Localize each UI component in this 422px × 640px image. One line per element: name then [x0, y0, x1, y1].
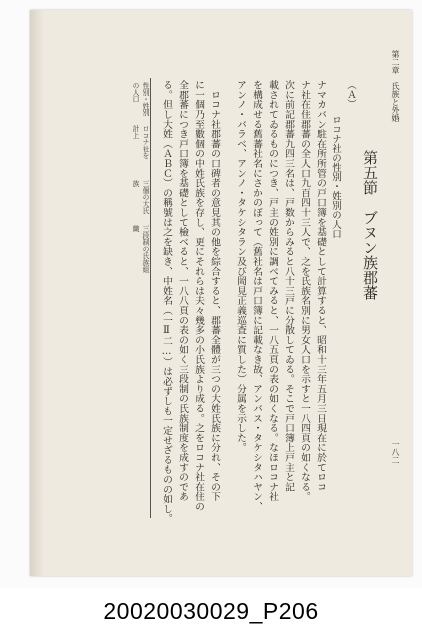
page-gutter-shadow: [30, 10, 44, 576]
subsection-heading: ロコナ社の性別・姓別の人口: [330, 115, 341, 239]
body-line: ナ社在住郡蕃の全人口九百四十三人で、之を氏族名別に男女人口を示すと一八四頁の如くなる。: [299, 80, 310, 502]
body-line: 載されてゐるものにつき、戸主の姓別に調べてみると、一八五頁の表の如くなる。なほロコナ社: [267, 80, 278, 502]
page-number: 一八二: [391, 440, 400, 464]
body-line: を構成せる舊蕃社名にさかのぼって（舊社名は戸口簿に記載なき故、アンバス・タケシタハヤン、: [251, 80, 262, 512]
subsection-label: （Ａ）: [345, 80, 356, 109]
section-title: 第五節 ブヌン族郡蕃: [361, 150, 379, 300]
body-line: 次に前記郡蕃九四三名は、戸数からみると八十三戸に分散してゐる。そこで戸口簿上戸主と記: [283, 80, 294, 492]
body-line: ナマカバン駐在所所管の戸口簿を基礎として計算すると、昭和十三年五月三日現在に於てロコ: [315, 80, 326, 492]
chapter-header: 第二章 氏族と外婚: [391, 50, 400, 122]
body-line: に一個乃至數個の中姓氏族を存し、更にそれらは夫々幾多の小氏族より成る。之をロコナ社在住の: [193, 80, 204, 512]
body-line: 全郡蕃につき戸口簿を基礎として檢べると、一八八頁の表の如く三段制の氏族制度を成すのであ: [177, 80, 188, 502]
image-caption: 20020030029_P206: [103, 598, 319, 624]
margin-note: ロコナ社を計上: [131, 125, 149, 159]
margin-note: 三段制の氏族組織: [131, 225, 149, 273]
body-line: る。但し大姓（ＡＢＣ）の稱號は之を缺き、中姓名（一Ⅱ二…）は必ずしも一定せざるものの如し。: [161, 80, 172, 524]
margin-note: 三個の大氏族: [131, 180, 149, 214]
body-line: アンノ・バラベ、アンノ・タケシタラン及び岡見正義巡査に質した）分属を示した。: [235, 80, 246, 453]
margin-note: 性別・姓別の人口: [131, 82, 149, 116]
margin-rule: [150, 78, 151, 518]
body-line: ロコナ社郡蕃の口碑者の意見其の他を綜合すると、郡蕃全體が三つの大姓氏族に分れ、その下: [209, 80, 220, 502]
book-page: [30, 10, 412, 576]
